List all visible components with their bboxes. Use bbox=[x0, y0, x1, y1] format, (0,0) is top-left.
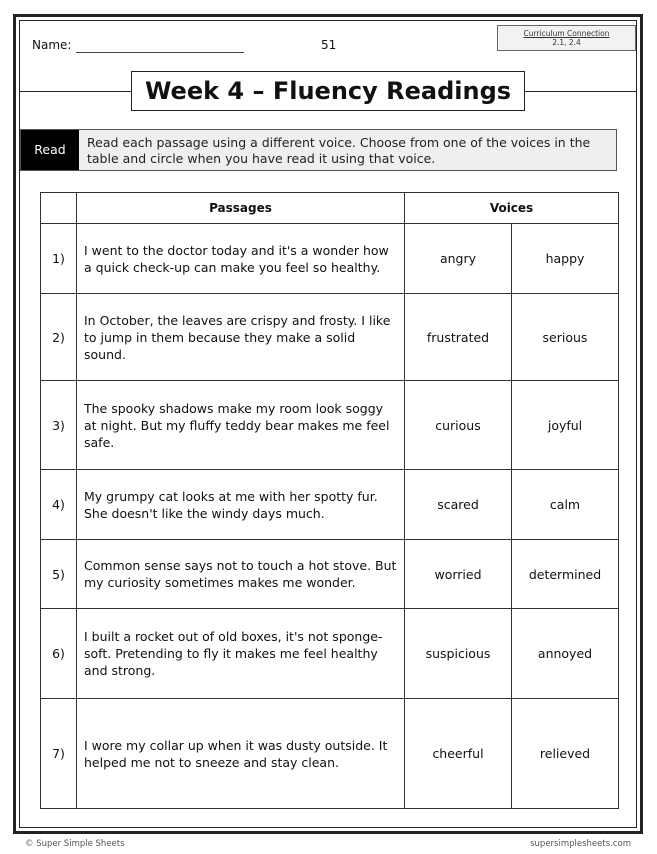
voice-option[interactable]: cheerful bbox=[405, 699, 512, 809]
table-row bbox=[41, 381, 619, 470]
table-row bbox=[41, 224, 619, 294]
instructions-text: Read each passage using a different voice. Choose from one of the voices in the table and circle when you have read it using that voice. bbox=[87, 135, 591, 166]
voice-option[interactable]: angry bbox=[405, 224, 512, 294]
voice-option[interactable]: suspicious bbox=[405, 609, 512, 699]
curriculum-connection-box bbox=[497, 25, 636, 51]
voice-option[interactable]: joyful bbox=[512, 381, 619, 470]
table-row bbox=[41, 540, 619, 609]
voice-option[interactable]: worried bbox=[405, 540, 512, 609]
fluency-table bbox=[40, 192, 619, 809]
table-row bbox=[41, 609, 619, 699]
voice-option[interactable]: serious bbox=[512, 294, 619, 381]
curriculum-connection-title: Curriculum Connection bbox=[523, 29, 610, 38]
website-link[interactable]: supersimplesheets.com bbox=[530, 839, 631, 849]
voice-option[interactable]: scared bbox=[405, 470, 512, 540]
voice-option[interactable]: relieved bbox=[512, 699, 619, 809]
table-header-row bbox=[41, 193, 619, 224]
voices-header: Voices bbox=[405, 193, 619, 224]
passage-text: Common sense says not to touch a hot stove. But my curiosity sometimes makes me wonder. bbox=[77, 540, 405, 609]
instructions-label: Read bbox=[21, 130, 79, 170]
voice-option[interactable]: annoyed bbox=[512, 609, 619, 699]
number-header bbox=[41, 193, 77, 224]
passage-text: I went to the doctor today and it's a wonder how a quick check-up can make you feel so healthy. bbox=[77, 224, 405, 294]
name-label: Name: bbox=[32, 38, 72, 52]
table-row bbox=[41, 294, 619, 381]
row-number: 5) bbox=[41, 540, 77, 609]
row-number: 3) bbox=[41, 381, 77, 470]
passage-text: In October, the leaves are crispy and frosty. I like to jump in them because they make a solid sound. bbox=[77, 294, 405, 381]
voice-option[interactable]: determined bbox=[512, 540, 619, 609]
instructions-bar bbox=[20, 129, 617, 171]
voice-option[interactable]: happy bbox=[512, 224, 619, 294]
passage-text: My grumpy cat looks at me with her spotty fur. She doesn't like the windy days much. bbox=[77, 470, 405, 540]
copyright-notice: © Super Simple Sheets bbox=[25, 839, 125, 849]
voice-option[interactable]: curious bbox=[405, 381, 512, 470]
row-number: 1) bbox=[41, 224, 77, 294]
voice-option[interactable]: frustrated bbox=[405, 294, 512, 381]
page-number: 51 bbox=[321, 38, 337, 52]
row-number: 4) bbox=[41, 470, 77, 540]
row-number: 7) bbox=[41, 699, 77, 809]
passage-text: I wore my collar up when it was dusty outside. It helped me not to sneeze and stay clean. bbox=[77, 699, 405, 809]
passages-header: Passages bbox=[77, 193, 405, 224]
name-input-line[interactable] bbox=[76, 52, 244, 53]
row-number: 6) bbox=[41, 609, 77, 699]
table-row bbox=[41, 699, 619, 809]
passage-text: The spooky shadows make my room look soggy at night. But my fluffy teddy bear makes me feel safe. bbox=[77, 381, 405, 470]
row-number: 2) bbox=[41, 294, 77, 381]
passage-text: I built a rocket out of old boxes, it's not sponge-soft. Pretending to fly it makes me feel healthy and strong. bbox=[77, 609, 405, 699]
curriculum-codes: 2.1, 2.4 bbox=[552, 38, 581, 47]
voice-option[interactable]: calm bbox=[512, 470, 619, 540]
page-title: Week 4 – Fluency Readings bbox=[131, 71, 525, 111]
table-row bbox=[41, 470, 619, 540]
